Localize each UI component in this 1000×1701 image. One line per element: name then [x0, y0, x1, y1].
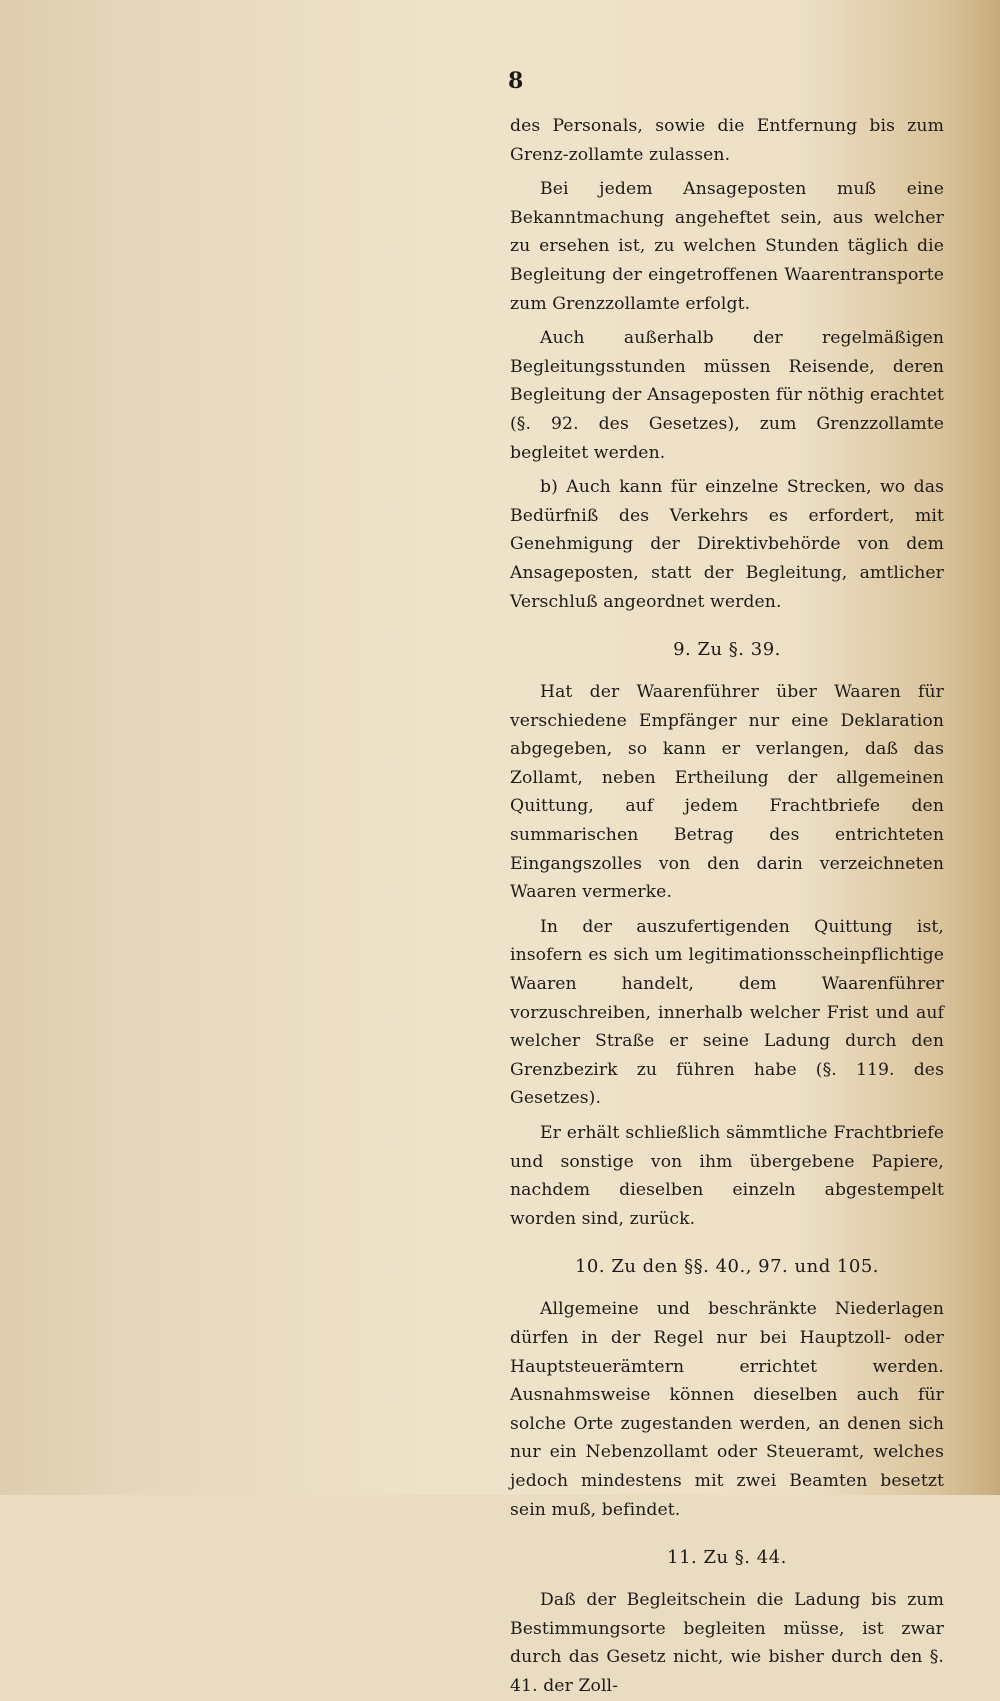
paragraph: Er erhält schließlich sämmtliche Frachtbriefe und sonstige von ihm übergebene Papiere, nachdem dieselben einzeln abgestempelt worden sind, zurück. [510, 1123, 944, 1229]
section-heading: 9. Zu §. 39. [673, 639, 781, 661]
facing-page-bleed-through [0, 0, 480, 1495]
paragraph: Allgemeine und beschränkte Niederlagen dürfen in der Regel nur bei Hauptzoll- oder Hauptsteuerämtern errichtet werden. Ausnahmsweise können dieselben auch für solche Orte zugestanden werden, an denen sich nur ein Nebenzollamt oder Steueramt, welches jedoch mindestens mit zwei Beamten besetzt sein muß, befindet. [510, 1299, 944, 1520]
section-heading: 10. Zu den §§. 40., 97. und 105. [574, 1256, 880, 1278]
paragraph: Auch außerhalb der regelmäßigen Begleitungsstunden müssen Reisende, deren Begleitung der Ansageposten für nöthig erachtet (§. 92. des Gesetzes), zum Grenzzollamte begleitet werden. [510, 328, 944, 463]
paragraph: Bei jedem Ansageposten muß eine Bekanntmachung angeheftet sein, aus welcher zu ersehen ist, zu welchen Stunden täglich die Begleitung der eingetroffenen Waarentransporte zum Grenzzollamte erfolgt. [510, 179, 944, 314]
paragraph: Hat der Waarenführer über Waaren für verschiedene Empfänger nur eine Deklaration abgegeben, so kann er verlangen, daß das Zollamt, neben Ertheilung der allgemeinen Quittung, auf jedem Frachtbriefe den summarischen Betrag des entrichteten Eingangszolles von den darin verzeichneten Waaren vermerke. [510, 682, 944, 903]
paragraph: b) Auch kann für einzelne Strecken, wo das Bedürfniß des Verkehrs es erfordert, mit Genehmigung der Direktivbehörde von dem Ansageposten, statt der Begleitung, amtlicher Verschluß angeordnet werden. [510, 477, 944, 612]
paragraph: Daß der Begleitschein die Ladung bis zum Bestimmungsorte begleiten müsse, ist zwar durch das Gesetz nicht, wie bisher durch den §. 41. der Zoll- [510, 1590, 944, 1696]
paragraph: des Personals, sowie die Entfernung bis zum Grenz-zollamte zulassen. [510, 116, 944, 165]
paragraph: In der auszufertigenden Quittung ist, insofern es sich um legitimationsscheinpflichtige Waaren handelt, dem Waarenführer vorzuschreiben, innerhalb welcher Frist und auf welcher Straße er seine Ladung durch den Grenzbezirk zu führen habe (§. 119. des Gesetzes). [510, 916, 944, 1109]
section-heading: 11. Zu §. 44. [667, 1547, 787, 1569]
page-number: 8 [508, 68, 524, 94]
text-column [510, 112, 944, 1701]
